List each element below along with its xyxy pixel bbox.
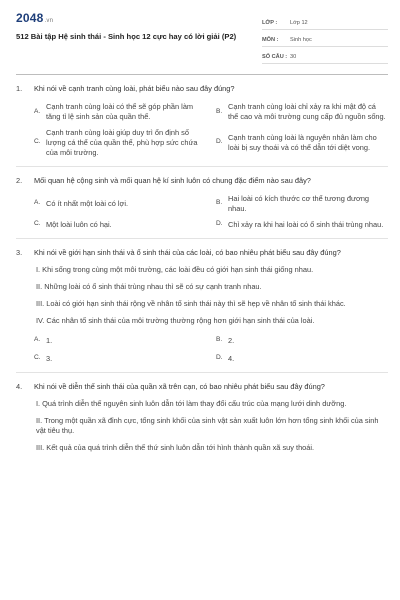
question-text: Khi nói về cạnh tranh cùng loài, phát biểu nào sau đây đúng?	[34, 84, 235, 93]
option-letter: D.	[216, 220, 223, 228]
statement: III. Kết quả của quá trình diễn thế thứ sinh luôn dẫn tới hình thành quần xã suy thoái.	[36, 442, 315, 452]
option-text: Cạnh tranh cùng loài giúp duy trì ổn định số lượng cá thể của quần thể, phù hợp sức chứa của môi trường.	[46, 127, 198, 157]
option-c[interactable]	[34, 128, 206, 158]
option-text: 1.	[46, 335, 53, 345]
meta-label: MÔN :	[262, 37, 279, 44]
page-header	[16, 0, 388, 68]
answer-options	[16, 102, 388, 158]
option-text: Có ít nhất một loài có lợi.	[46, 198, 129, 208]
statement: II. Những loài có ổ sinh thái trùng nhau thì sẽ có sự cạnh tranh nhau.	[36, 281, 262, 291]
option-a[interactable]	[34, 336, 206, 346]
statement: IV. Các nhân tố sinh thái của môi trường thường rộng hơn giới hạn sinh thái của loài.	[36, 315, 315, 325]
option-letter: D.	[216, 138, 223, 146]
option-d[interactable]	[216, 354, 388, 364]
statement: I. Khi sống trong cùng một môi trường, các loài đều có giới hạn sinh thái giống nhau.	[36, 264, 314, 274]
meta-row-subject	[262, 33, 388, 47]
question-head	[16, 248, 388, 258]
option-letter: D.	[216, 354, 223, 362]
option-text: Chỉ xảy ra khi hai loài có ổ sinh thái trùng nhau.	[228, 219, 384, 229]
question-4	[16, 373, 388, 461]
question-head	[16, 176, 388, 186]
option-b[interactable]	[216, 102, 388, 122]
question-number: 4.	[16, 381, 23, 391]
question-head	[16, 84, 388, 94]
option-a[interactable]	[34, 102, 206, 122]
option-letter: A.	[34, 336, 41, 344]
meta-row-count	[262, 50, 388, 64]
option-b[interactable]	[216, 194, 388, 214]
site-logo[interactable]	[16, 10, 246, 26]
option-d[interactable]	[216, 220, 388, 230]
option-letter: C.	[34, 354, 41, 362]
meta-label: SỐ CÂU :	[262, 54, 288, 61]
option-letter: B.	[216, 336, 223, 344]
option-text: 3.	[46, 353, 53, 363]
answer-options	[16, 194, 388, 230]
option-text: Hai loài có kích thước cơ thể tương đương nhau.	[228, 193, 370, 213]
option-a[interactable]	[34, 194, 206, 214]
question-1	[16, 75, 388, 167]
question-text: Khi nói về diễn thế sinh thái của quần xã trên cạn, có bao nhiêu phát biểu sau đây đúng?	[34, 381, 325, 391]
question-2	[16, 167, 388, 239]
option-text: Cạnh tranh cùng loài có thể sẽ góp phần làm tăng tỉ lệ sinh sản của quần thể.	[46, 101, 194, 121]
statement: II. Trong một quần xã đỉnh cực, tổng sinh khối của sinh vật sản xuất luôn lớn hơn tổng sinh khối của sinh vật tiêu thụ.	[36, 415, 379, 435]
statement: III. Loài có giới hạn sinh thái rộng về nhân tố sinh thái này thì sẽ hẹp về nhân tố sinh thái khác.	[36, 298, 346, 308]
answer-options	[16, 336, 388, 364]
option-letter: C.	[34, 138, 41, 146]
question-number: 1.	[16, 84, 23, 93]
option-letter: A.	[34, 107, 41, 115]
option-text: 2.	[228, 335, 235, 345]
meta-row-class	[262, 16, 388, 30]
option-c[interactable]	[34, 220, 206, 230]
option-c[interactable]	[34, 354, 206, 364]
question-text: Mối quan hệ cộng sinh và mối quan hệ kí sinh luôn có chung đặc điểm nào sau đây?	[34, 175, 311, 185]
worksheet-title: 512 Bài tập Hệ sinh thái - Sinh học 12 cực hay có lời giải (P2)	[16, 32, 237, 42]
logo-suffix: .vn	[44, 18, 54, 24]
option-text: Cạnh tranh cùng loài chỉ xảy ra khi mật độ cá thể cao và môi trường cung cấp đủ nguồn sống.	[228, 101, 386, 121]
question-text: Khi nói về giới hạn sinh thái và ổ sinh thái của các loài, có bao nhiêu phát biểu sau đây đúng?	[34, 247, 341, 257]
meta-value: 30	[290, 54, 297, 61]
option-text: 4.	[228, 353, 235, 363]
meta-value: Lớp 12	[290, 20, 308, 27]
question-number: 2.	[16, 175, 23, 185]
question-number: 3.	[16, 247, 23, 257]
option-letter: A.	[34, 199, 41, 207]
option-text: Một loài luôn có hại.	[46, 219, 112, 229]
option-b[interactable]	[216, 336, 388, 346]
logo-text: 2048	[16, 11, 44, 25]
option-letter: B.	[216, 107, 223, 115]
header-left	[16, 10, 246, 68]
option-letter: B.	[216, 199, 223, 207]
option-text: Cạnh tranh cùng loài là nguyên nhân làm cho loài bị suy thoái và có thể dẫn tới diệt vong.	[228, 132, 377, 152]
option-letter: C.	[34, 220, 41, 228]
meta-value: Sinh học	[290, 37, 312, 44]
statement: I. Quá trình diễn thế nguyên sinh luôn dẫn tới làm thay đổi cấu trúc của mạng lưới dinh dưỡng.	[36, 398, 347, 408]
option-d[interactable]	[216, 128, 388, 158]
header-meta	[262, 16, 388, 68]
question-3	[16, 239, 388, 373]
question-head	[16, 382, 388, 392]
meta-label: LỚP :	[262, 20, 278, 27]
